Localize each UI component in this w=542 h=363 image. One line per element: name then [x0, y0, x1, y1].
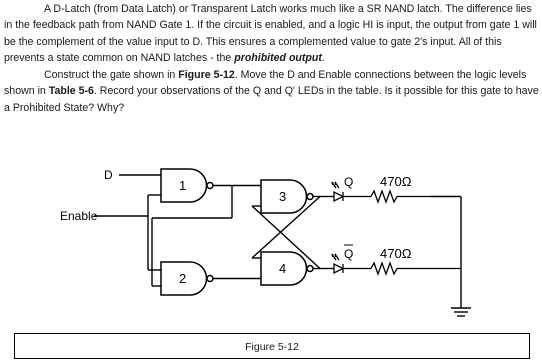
- gate-4-bubble: [307, 266, 313, 272]
- gate-3-bubble: [307, 194, 313, 200]
- instructions-text-3: . Record your observations of the Q and Q' LEDs in the table. Is it possible for this gate to have a Prohibited State? Why?: [4, 85, 539, 114]
- enable-label: Enable: [60, 209, 98, 223]
- gate-3-label: 3: [279, 189, 287, 204]
- intro-text-1: A D-Latch (from Data Latch) or Transparent Latch works much like a SR NAND latch. The difference lies in the feedback path from NAND Gate 1. If the circuit is enabled, and a logic HI is input, the output from gate 1 will be the complement of the value input to D. This ensures a complemented value to gate 2's input. All of this prevents a state common on NAND latches - the: [4, 3, 537, 65]
- ground-icon: [430, 197, 471, 317]
- resistor-top-icon: [371, 191, 430, 202]
- intro-text-2: .: [321, 52, 325, 65]
- intro-paragraph: [4, 1, 540, 67]
- table-reference: Table 5-6: [48, 85, 94, 98]
- gate-1-label: 1: [179, 178, 187, 193]
- gate-2-label: 2: [179, 271, 187, 286]
- d-latch-circuit-diagram: [0, 150, 542, 333]
- instructions-text-2: . Move the D and Enable connections between the logic levels shown in: [4, 69, 527, 98]
- figure-reference: Figure 5-12: [178, 69, 235, 81]
- figure-caption-box: [14, 333, 530, 359]
- gate-1-bubble: [207, 183, 213, 189]
- cross-wire-qbar-to-gate-3: [252, 206, 320, 269]
- instructions-paragraph: [4, 67, 540, 116]
- resistor-bottom-label: 470Ω: [380, 246, 412, 261]
- gate-4-label: 4: [279, 261, 287, 276]
- qbar-label: Q: [344, 247, 354, 261]
- q-label: Q: [344, 175, 354, 189]
- prohibited-output-emphasis: prohibited output: [234, 52, 322, 65]
- cross-wire-q-to-gate-4: [252, 197, 320, 259]
- d-label: D: [104, 168, 113, 182]
- resistor-bottom-icon: [371, 263, 461, 274]
- gate-2-bubble: [207, 276, 213, 282]
- instructions-text-1: Construct the gate shown in: [44, 69, 179, 81]
- resistor-top-label: 470Ω: [380, 174, 412, 189]
- figure-caption: Figure 5-12: [245, 341, 299, 353]
